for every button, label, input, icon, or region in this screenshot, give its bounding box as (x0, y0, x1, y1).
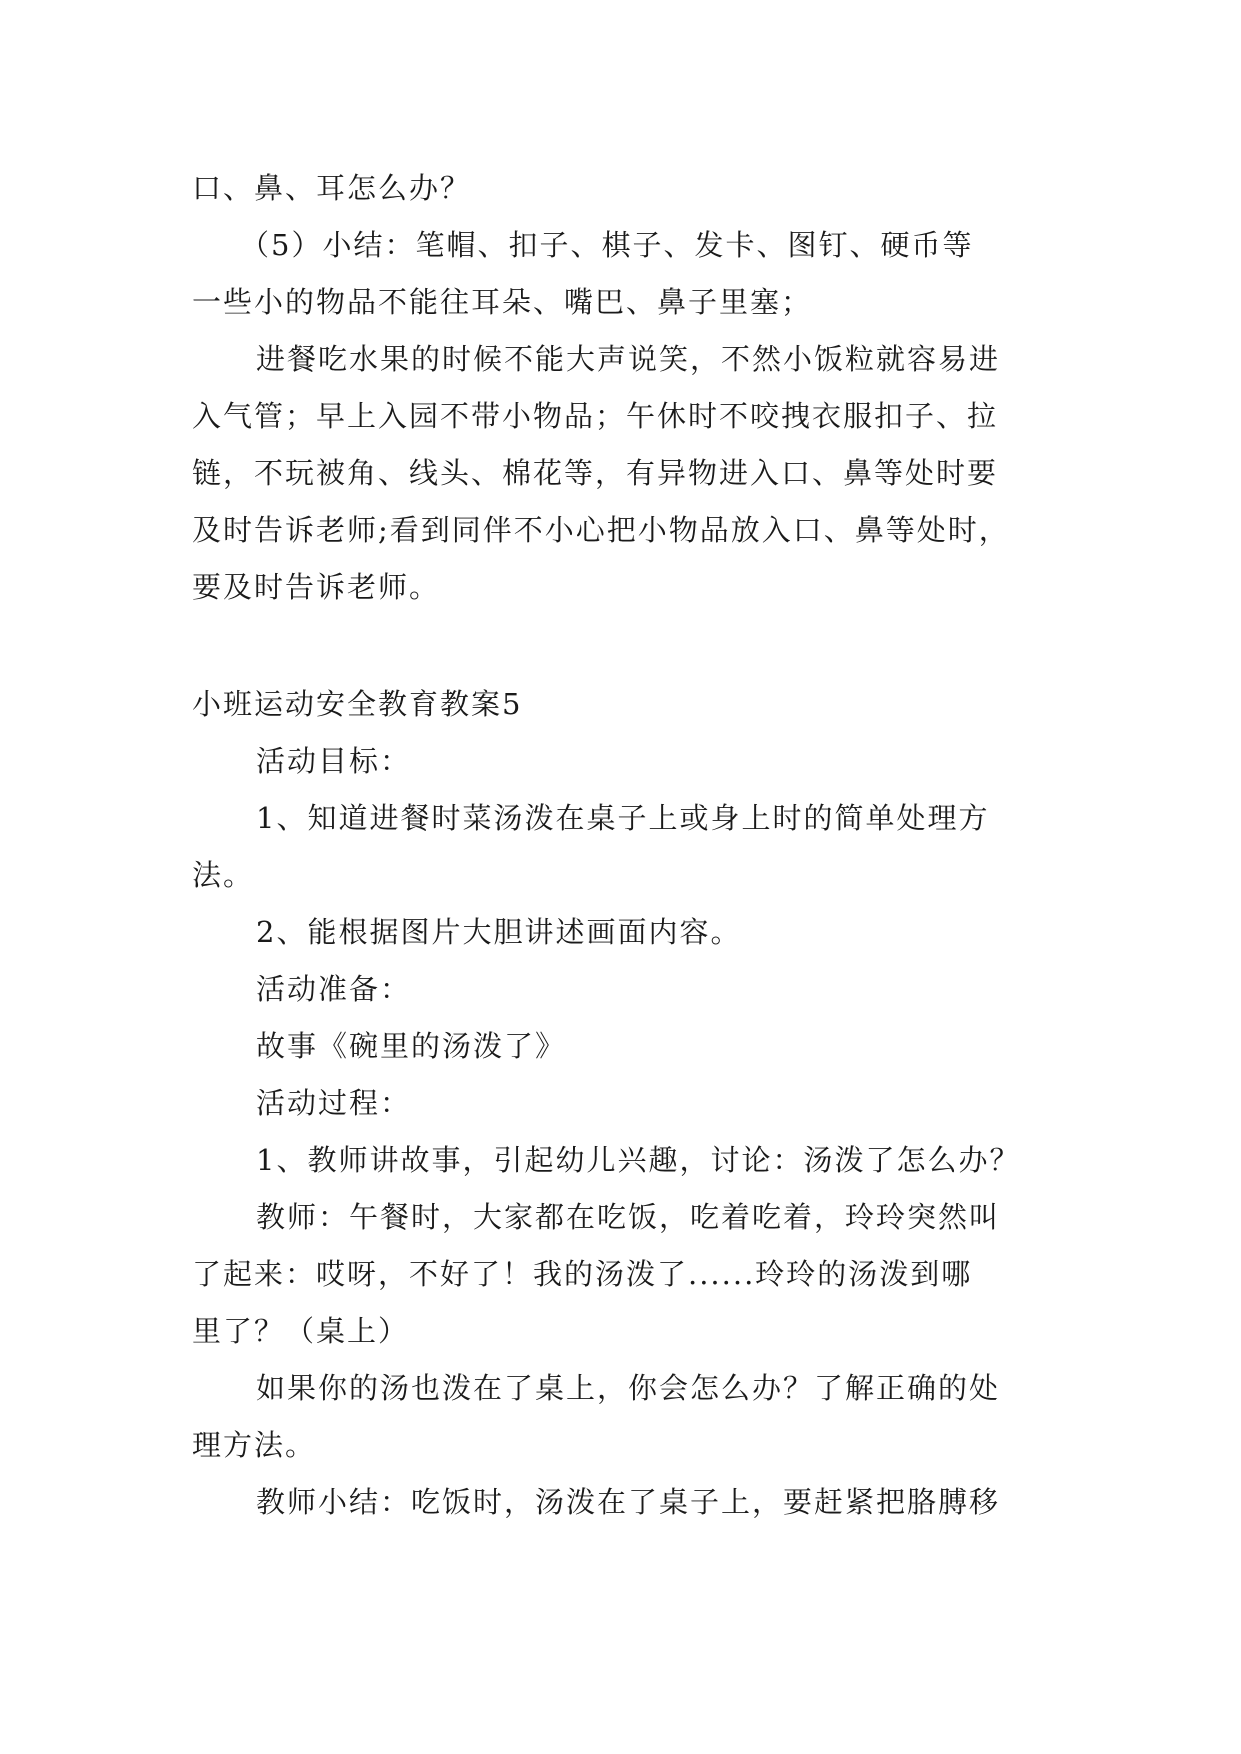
text-line: 了起来：哎呀，不好了！我的汤泼了......玲玲的汤泼到哪 (192, 1257, 973, 1291)
text-line: 活动过程： (256, 1086, 412, 1120)
text-line: 教师小结：吃饭时，汤泼在了桌子上，要赶紧把胳膊移 (256, 1485, 1001, 1519)
text-line: 故事《碗里的汤泼了》 (256, 1029, 567, 1063)
text-line: 1、教师讲故事，引起幼儿兴趣，讨论：汤泼了怎么办？ (256, 1143, 1021, 1177)
text-line: 链，不玩被角、线头、棉花等，有异物进入口、鼻等处时要 (192, 456, 999, 490)
text-line: 活动目标： (256, 744, 412, 778)
text-line: 入气管；早上入园不带小物品；午休时不咬拽衣服扣子、拉 (192, 399, 999, 433)
text-line: 口、鼻、耳怎么办？ (192, 171, 472, 205)
text-line: 法。 (192, 858, 255, 892)
text-line: 如果你的汤也泼在了桌上，你会怎么办？了解正确的处 (256, 1371, 1001, 1405)
text-line: 里了？（桌上） (192, 1314, 410, 1348)
text-line: 进餐吃水果的时候不能大声说笑，不然小饭粒就容易进 (256, 342, 1001, 376)
text-line: 教师：午餐时，大家都在吃饭，吃着吃着，玲玲突然叫 (256, 1200, 1001, 1234)
text-line: 1、知道进餐时菜汤泼在桌子上或身上时的简单处理方 (256, 801, 990, 835)
section-heading: 小班运动安全教育教案5 (192, 687, 523, 721)
text-line: 活动准备： (256, 972, 412, 1006)
text-line: 要及时告诉老师。 (192, 570, 441, 604)
text-line: 一些小的物品不能往耳朵、嘴巴、鼻子里塞； (192, 285, 813, 319)
text-line: 2、能根据图片大胆讲述画面内容。 (256, 915, 742, 949)
text-line: （5）小结：笔帽、扣子、棋子、发卡、图钉、硬币等 (240, 228, 974, 262)
text-line: 理方法。 (192, 1428, 317, 1462)
text-line: 及时告诉老师;看到同伴不小心把小物品放入口、鼻等处时， (192, 513, 1010, 547)
